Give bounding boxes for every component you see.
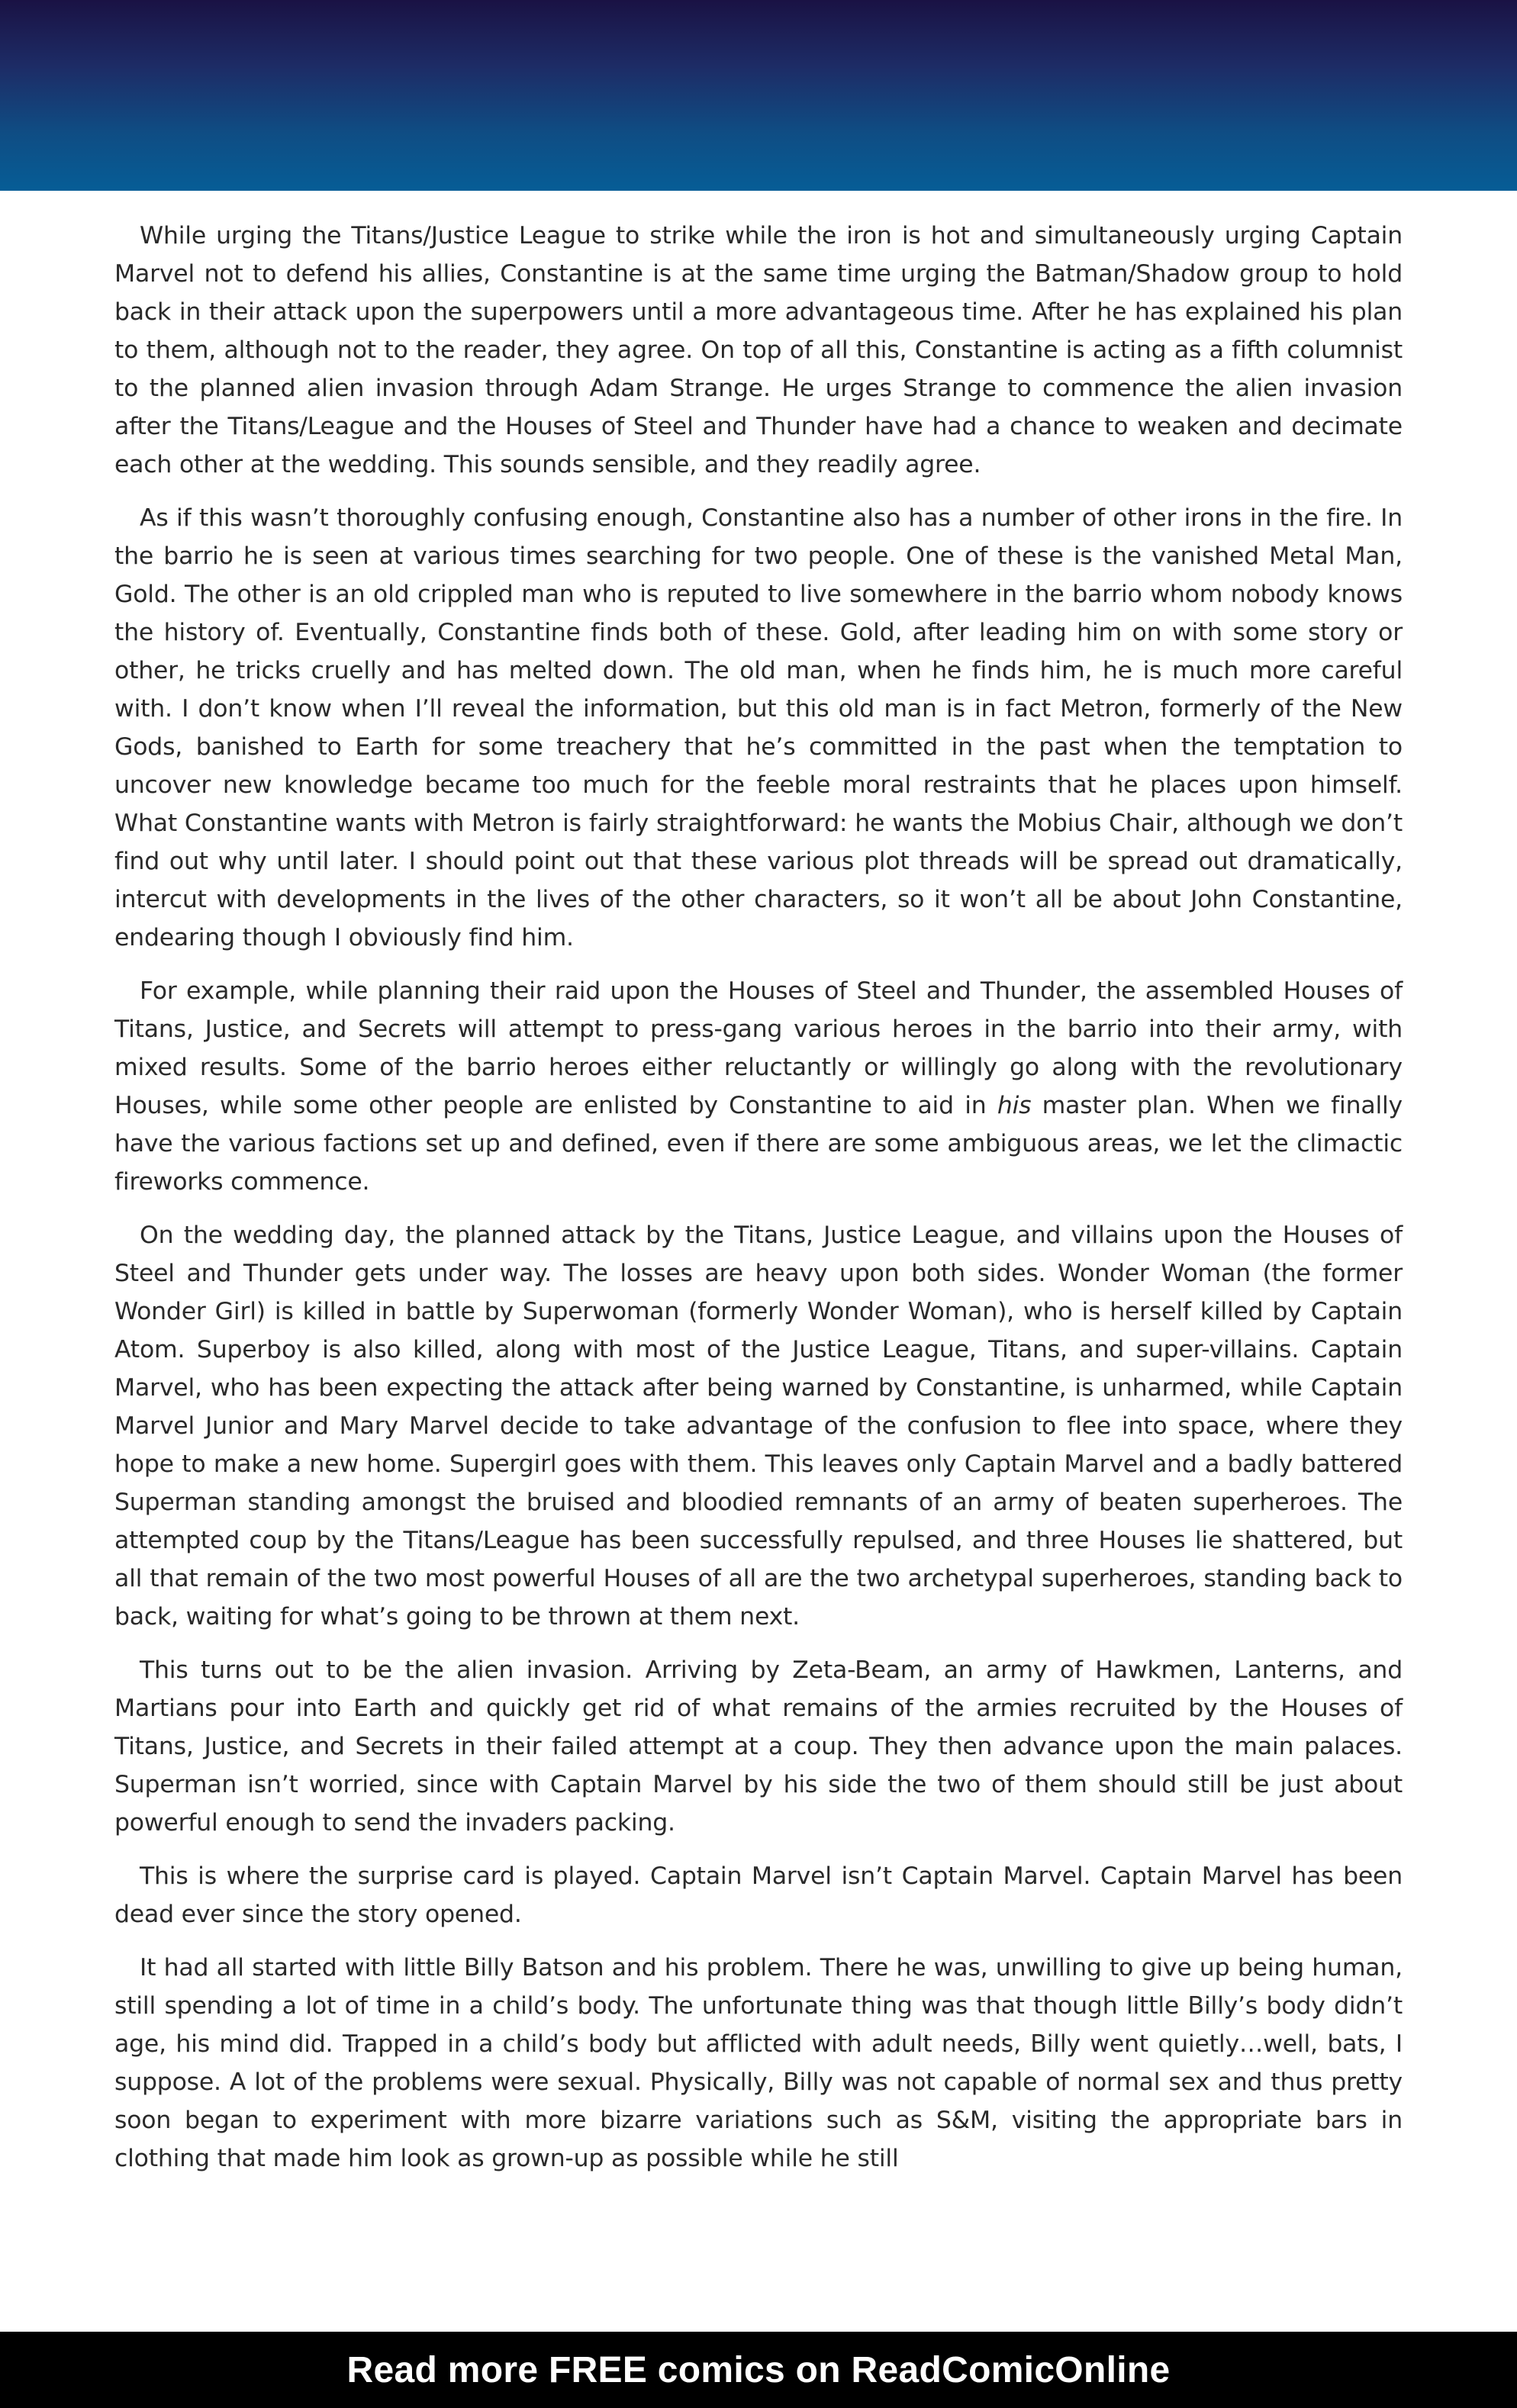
paragraph-7: It had all started with little Billy Batson and his problem. There he was, unwilling to give up being human, still spending a lot of time in a child’s body. The unfortunate thing was that though little Billy’s body didn’t age, his mind did. Trapped in a child’s body but afflicted with adult needs, Billy went quietly…well, bats, I suppose. A lot of the problems were sexual. Physically, Billy was not capable of normal sex and thus pretty soon began to experiment with more bizarre variations such as S&M, visiting the appropriate bars in clothing that made him look as grown-up as possible while he still xyxy=(114,1954,1403,2172)
paragraph-6: This is where the surprise card is played. Captain Marvel isn’t Captain Marvel. Captain Marvel has been dead ever since the story opened. xyxy=(114,1862,1403,1928)
footer-banner xyxy=(0,2332,1517,2408)
paragraph-1: While urging the Titans/Justice League to strike while the iron is hot and simultaneously urging Captain Marvel not to defend his allies, Constantine is at the same time urging the Batman/Shadow group to hold back in their attack upon the superpowers until a more advantageous time. After he has explained his plan to them, although not to the reader, they agree. On top of all this, Constantine is acting as a fifth columnist to the planned alien invasion through Adam Strange. He urges Strange to commence the alien invasion after the Titans/League and the Houses of Steel and Thunder have had a chance to weaken and decimate each other at the wedding. This sounds sensible, and they readily agree. xyxy=(114,222,1403,478)
paragraph-3 xyxy=(114,972,1403,1201)
header-gradient-band xyxy=(0,0,1517,191)
paragraph-4: On the wedding day, the planned attack by the Titans, Justice League, and villains upon the Houses of Steel and Thunder gets under way. The losses are heavy upon both sides. Wonder Woman (the former Wonder Girl) is killed in battle by Superwoman (formerly Wonder Woman), who is herself killed by Captain Atom. Superboy is also killed, along with most of the Justice League, Titans, and super-villains. Captain Marvel, who has been expecting the attack after being warned by Constantine, is unharmed, while Captain Marvel Junior and Mary Marvel decide to take advantage of the confusion to flee into space, where they hope to make a new home. Supergirl goes with them. This leaves only Captain Marvel and a badly battered Superman standing amongst the bruised and bloodied remnants of an army of beaten superheroes. The attempted coup by the Titans/League has been successfully repulsed, and three Houses lie shattered, but all that remain of the two most powerful Houses of all are the two archetypal superheroes, standing back to back, waiting for what’s going to be thrown at them next. xyxy=(114,1222,1403,1631)
paragraph-3-text-after: master plan. When we finally have the various factions set up and defined, even if there are some ambiguous areas, we let the climactic fireworks commence. xyxy=(114,1092,1403,1196)
paragraph-3-emphasis: his xyxy=(997,1092,1032,1119)
paragraph-2: As if this wasn’t thoroughly confusing enough, Constantine also has a number of other irons in the fire. In the barrio he is seen at various times searching for two people. One of these is the vanished Metal Man, Gold. The other is an old crippled man who is reputed to live somewhere in the barrio whom nobody knows the history of. Eventually, Constantine finds both of these. Gold, after leading him on with some story or other, he tricks cruelly and has melted down. The old man, when he finds him, he is much more careful with. I don’t know when I’ll reveal the information, but this old man is in fact Metron, formerly of the New Gods, banished to Earth for some treachery that he’s committed in the past when the temptation to uncover new knowledge became too much for the feeble moral restraints that he places upon himself. What Constantine wants with Metron is fairly straightforward: he wants the Mobius Chair, although we don’t find out why until later. I should point out that these various plot threads will be spread out dramatically, intercut with developments in the lives of the other characters, so it won’t all be about John Constantine, endearing though I obviously find him. xyxy=(114,504,1403,951)
paragraph-3-text-before: For example, while planning their raid upon the Houses of Steel and Thunder, the assembled Houses of Titans, Justice, and Secrets will attempt to press-gang various heroes in the barrio into their army, with mixed results. Some of the barrio heroes either reluctantly or willingly go along with the revolutionary Houses, while some other people are enlisted by Constantine to aid in xyxy=(114,977,1403,1119)
article-body xyxy=(114,217,1403,2193)
read-more-comics-link[interactable]: Read more FREE comics on ReadComicOnline xyxy=(346,2349,1171,2390)
paragraph-5: This turns out to be the alien invasion. Arriving by Zeta-Beam, an army of Hawkmen, Lanterns, and Martians pour into Earth and quickly get rid of what remains of the armies recruited by the Houses of Titans, Justice, and Secrets in their failed attempt at a coup. They then advance upon the main palaces. Superman isn’t worried, since with Captain Marvel by his side the two of them should still be just about powerful enough to send the invaders packing. xyxy=(114,1656,1403,1837)
